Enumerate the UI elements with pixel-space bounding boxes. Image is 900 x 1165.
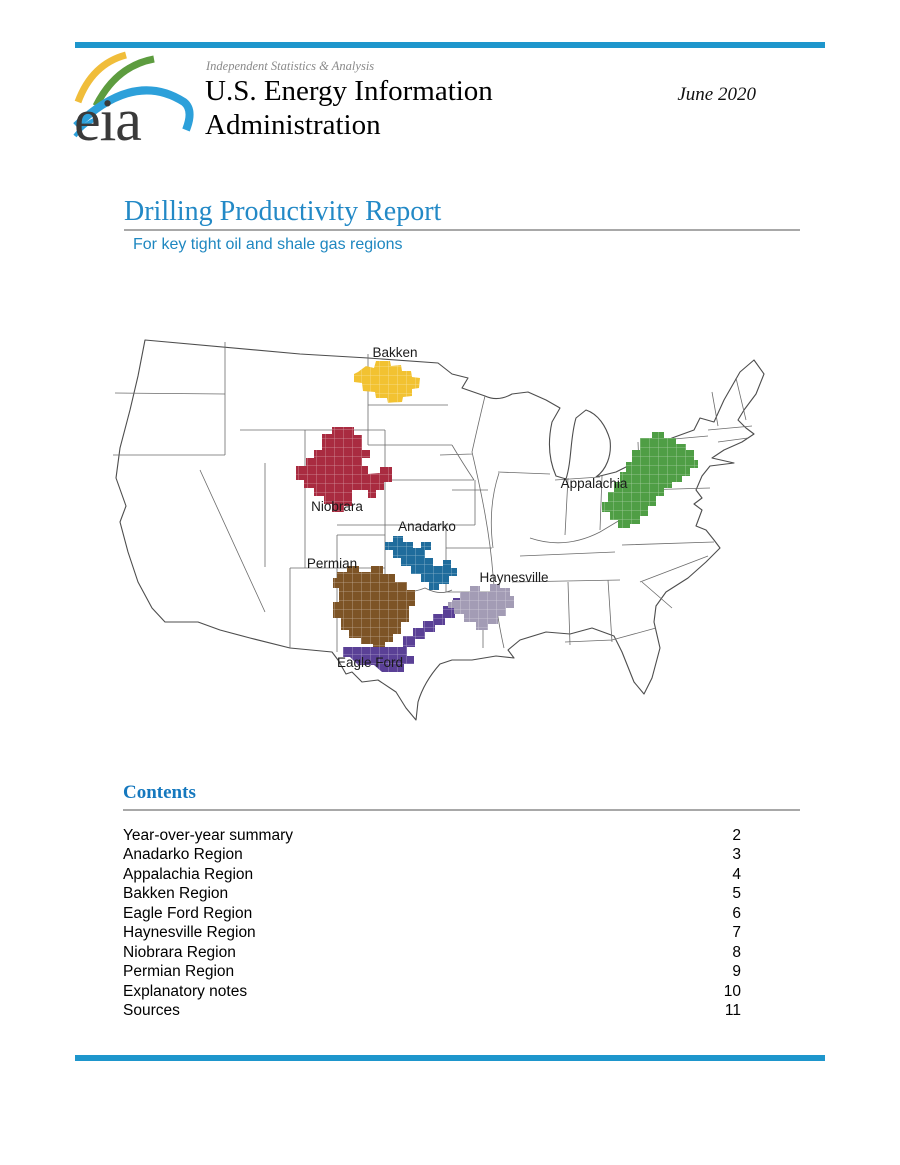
- toc-label: Appalachia Region: [123, 865, 254, 883]
- title-rule: [124, 229, 800, 231]
- toc-item-niobrara-region[interactable]: [123, 943, 741, 963]
- header-tagline: Independent Statistics & Analysis: [206, 59, 375, 73]
- org-name-line1: U.S. Energy Information: [205, 75, 493, 107]
- report-subtitle: For key tight oil and shale gas regions: [133, 236, 403, 253]
- label-eagle-ford: Eagle Ford: [336, 655, 404, 670]
- toc-item-year-over-year-summary[interactable]: [123, 826, 741, 846]
- toc-page-number: 4: [732, 865, 741, 883]
- toc-item-explanatory-notes[interactable]: [123, 982, 741, 1002]
- us-shale-regions-map: [100, 330, 795, 748]
- issue-date: June 2020: [677, 84, 756, 105]
- toc-label: Eagle Ford Region: [123, 904, 253, 922]
- toc-label: Year-over-year summary: [123, 826, 293, 844]
- label-niobrara: Niobrara: [311, 499, 363, 514]
- toc-item-appalachia-region[interactable]: [123, 865, 741, 885]
- bottom-accent-bar: [75, 1055, 825, 1061]
- toc-label: Explanatory notes: [123, 982, 248, 1000]
- toc-item-bakken-region[interactable]: [123, 885, 741, 905]
- toc-label: Permian Region: [123, 963, 235, 981]
- org-name: [205, 74, 493, 142]
- toc-page-number: 2: [732, 826, 741, 844]
- toc-item-haynesville-region[interactable]: [123, 924, 741, 944]
- toc-page-number: 5: [732, 885, 741, 903]
- toc-page-number: 8: [732, 943, 741, 961]
- label-bakken: Bakken: [372, 345, 418, 360]
- toc-label: Bakken Region: [123, 885, 229, 903]
- us-map-svg: [100, 330, 795, 748]
- contents-rule: [123, 809, 800, 811]
- eia-logo: [72, 50, 204, 154]
- toc-label: Anadarko Region: [123, 846, 243, 864]
- toc-page-number: 6: [732, 904, 741, 922]
- toc-page-number: 3: [732, 846, 741, 864]
- toc-page-number: 9: [732, 963, 741, 981]
- eia-logo-text: eia: [74, 87, 141, 153]
- toc-page-number: 10: [723, 982, 741, 1000]
- top-accent-bar: [75, 42, 825, 48]
- toc-label: Sources: [123, 1002, 180, 1020]
- label-haynesville: Haynesville: [479, 570, 549, 585]
- label-appalachia: Appalachia: [560, 476, 628, 491]
- org-name-line2: Administration: [205, 109, 381, 141]
- toc-item-permian-region[interactable]: [123, 963, 741, 983]
- toc-label: Niobrara Region: [123, 943, 236, 961]
- label-permian: Permian: [306, 556, 358, 571]
- report-title: Drilling Productivity Report: [124, 196, 442, 227]
- toc-label: Haynesville Region: [123, 924, 256, 942]
- label-anadarko: Anadarko: [398, 519, 456, 534]
- contents-heading: Contents: [123, 782, 196, 803]
- toc-page-number: 11: [724, 1002, 741, 1020]
- table-of-contents: [123, 826, 741, 1021]
- toc-item-sources[interactable]: [123, 1002, 741, 1022]
- toc-item-eagle-ford-region[interactable]: [123, 904, 741, 924]
- toc-page-number: 7: [732, 924, 741, 942]
- toc-item-anadarko-region[interactable]: [123, 846, 741, 866]
